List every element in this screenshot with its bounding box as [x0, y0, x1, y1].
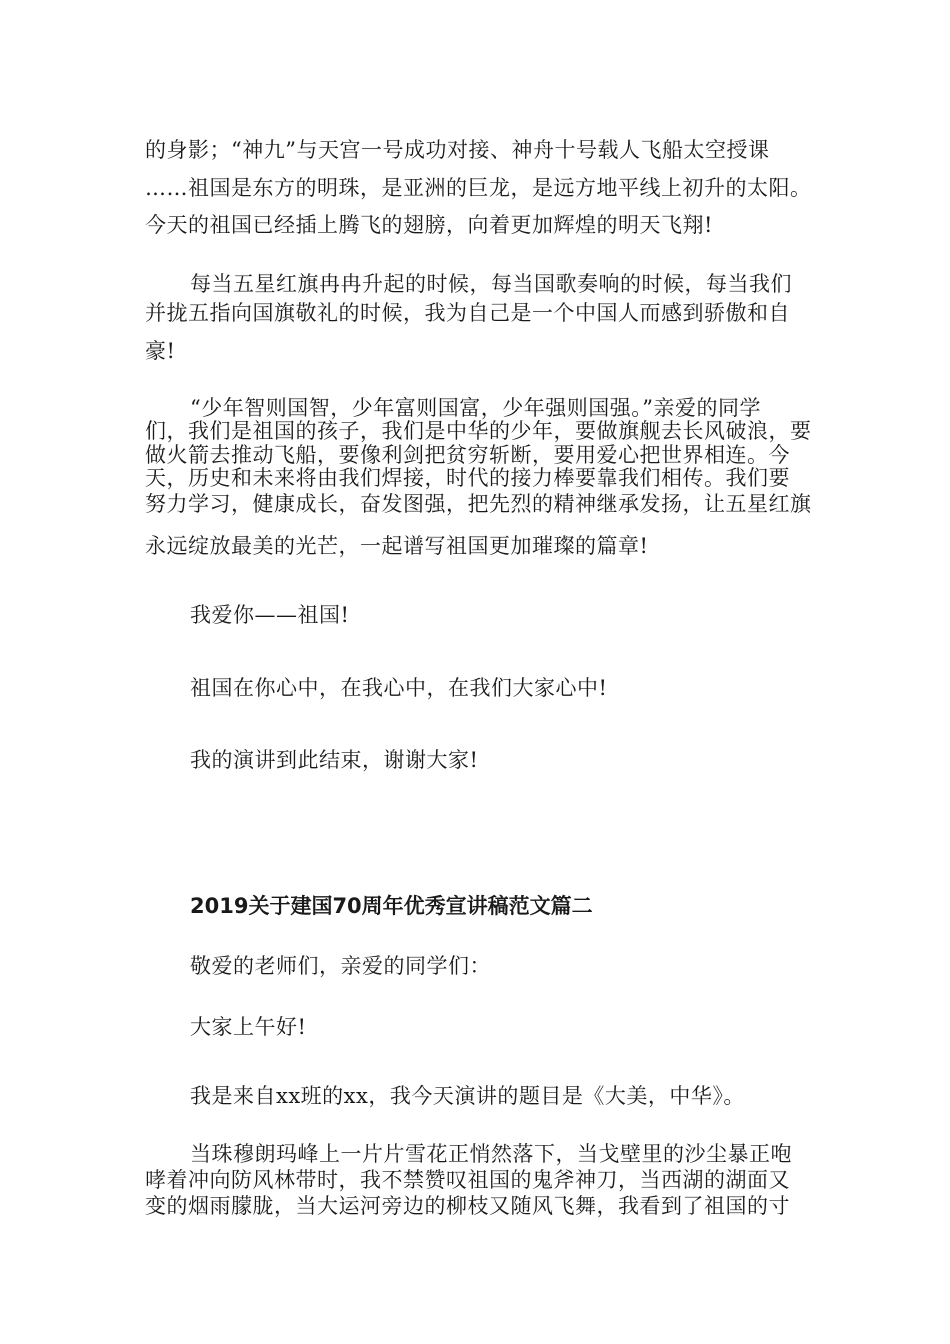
paragraph-line: 我是来自xx班的xx，我今天演讲的题目是《大美，中华》。: [190, 1084, 745, 1108]
paragraph-line: 我爱你——祖国!: [190, 603, 350, 627]
paragraph-line: 变的烟雨朦胧，当大运河旁边的柳枝又随风飞舞，我看到了祖国的寸: [145, 1194, 790, 1218]
paragraph-line: 当珠穆朗玛峰上一片片雪花正悄然落下，当戈壁里的沙尘暴正咆: [190, 1142, 792, 1166]
paragraph-line: 大家上午好!: [190, 1015, 307, 1039]
paragraph-line: 每当五星红旗冉冉升起的时候，每当国歌奏响的时候，每当我们: [190, 272, 792, 296]
paragraph-line: 并拢五指向国旗敬礼的时候，我为自己是一个中国人而感到骄傲和自: [145, 301, 790, 325]
paragraph-line: 做火箭去推动飞船，要像利剑把贫穷斩断，要用爱心把世界相连。今: [145, 443, 790, 467]
paragraph-line: 哮着冲向防风林带时，我不禁赞叹祖国的鬼斧神刀，当西湖的湖面又: [145, 1168, 790, 1192]
paragraph-line: 我的演讲到此结束，谢谢大家!: [190, 748, 479, 772]
paragraph-line: 祖国在你心中，在我心中，在我们大家心中!: [190, 676, 608, 700]
paragraph-line: 天，历史和未来将由我们焊接，时代的接力棒要靠我们相传。我们要: [145, 466, 790, 490]
paragraph-line: 今天的祖国已经插上腾飞的翅膀，向着更加辉煌的明天飞翔!: [145, 213, 713, 237]
paragraph-line: 敬爱的老师们，亲爱的同学们：: [190, 954, 491, 978]
paragraph-line: 豪!: [145, 339, 176, 363]
paragraph-line: ……祖国是东方的明珠，是亚洲的巨龙，是远方地平线上初升的太阳。: [145, 176, 812, 200]
paragraph-line: 永远绽放最美的光芒，一起谱写祖国更加璀璨的篇章!: [145, 534, 649, 558]
section-heading: 2019关于建国70周年优秀宣讲稿范文篇二: [190, 894, 593, 918]
paragraph-line: 们，我们是祖国的孩子，我们是中华的少年，要做旗舰去长风破浪，要: [145, 419, 812, 443]
paragraph-line: 的身影；“神九”与天宫一号成功对接、神舟十号载人飞船太空授课: [145, 138, 770, 162]
paragraph-line: 努力学习，健康成长，奋发图强，把先烈的精神继承发扬，让五星红旗: [145, 492, 812, 516]
paragraph-line: “少年智则国智，少年富则国富，少年强则国强。”亲爱的同学: [190, 396, 761, 420]
